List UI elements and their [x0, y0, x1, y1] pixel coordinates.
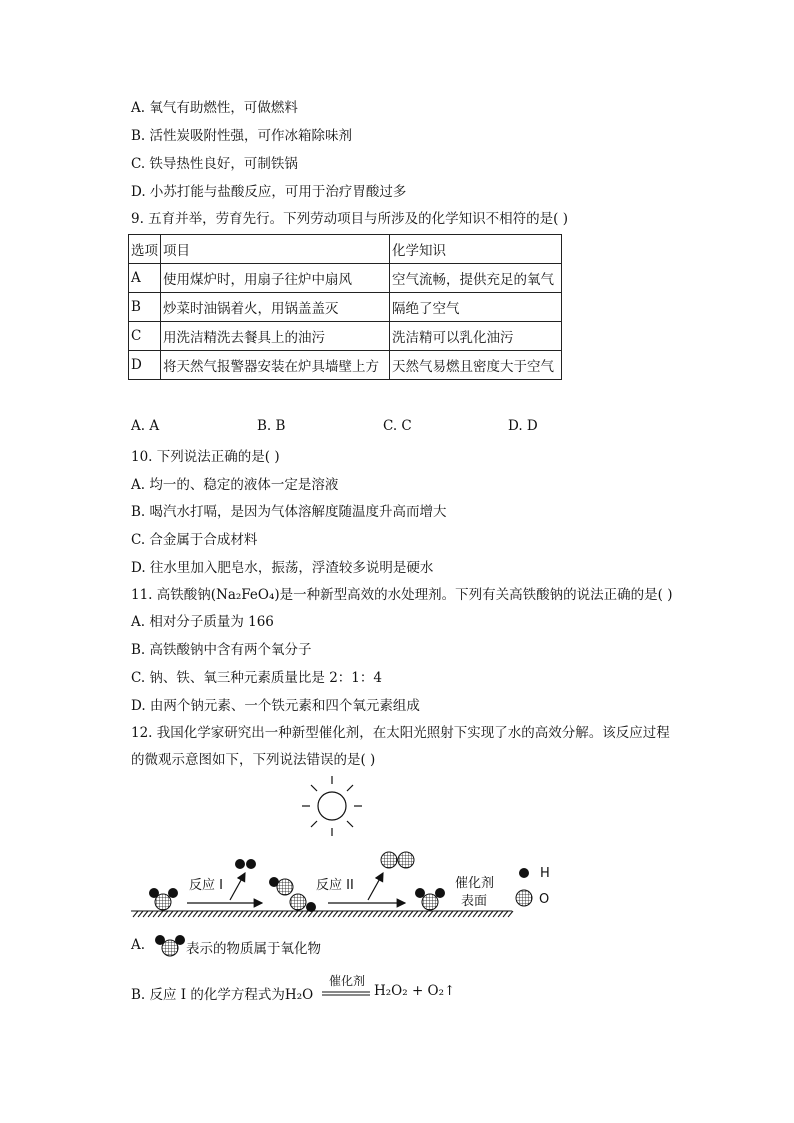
hatch-mark	[133, 911, 138, 917]
q10-option-d: D. 往水里加入肥皂水，振荡，浮渣较多说明是硬水	[131, 560, 434, 576]
q8-option-a: A. 氧气有助燃性，可做燃料	[131, 100, 298, 116]
hatch-mark	[313, 911, 318, 917]
q9-choice-d: D. D	[508, 418, 538, 434]
hatch-mark	[138, 911, 143, 917]
hatch-mark	[323, 911, 328, 917]
hatch-mark	[428, 911, 433, 917]
hatch-mark	[418, 911, 423, 917]
q12-stem-line1: 12. 我国化学家研究出一种新型催化剂，在太阳光照射下实现了水的高效分解。该反应过程	[131, 725, 670, 741]
hatch-mark	[223, 911, 228, 917]
hatch-mark	[208, 911, 213, 917]
hatch-mark	[143, 911, 148, 917]
legend-h-label: H	[540, 866, 550, 881]
q8-option-b: B. 活性炭吸附性强，可作冰箱除味剂	[131, 128, 353, 144]
table-cell: 洗洁精可以乳化油污	[390, 322, 562, 351]
hatch-mark	[498, 911, 503, 917]
q9-choice-c: C. C	[383, 418, 412, 434]
hatch-mark	[173, 911, 178, 917]
q10-option-b: B. 喝汽水打嗝，是因为气体溶解度随温度升高而增大	[131, 504, 447, 520]
table-header-cell: 化学知识	[390, 235, 562, 264]
hatch-mark	[298, 911, 303, 917]
hatch-mark	[273, 911, 278, 917]
q9-choice-a: A. A	[131, 418, 160, 434]
q12-option-b-prefix: B. 反应 I 的化学方程式为H₂O	[131, 987, 314, 1003]
hatch-mark	[188, 911, 193, 917]
hatch-mark	[433, 911, 438, 917]
hatch-mark	[253, 911, 258, 917]
table-cell: 用洗洁精洗去餐具上的油污	[161, 322, 390, 351]
hatch-mark	[248, 911, 253, 917]
hatch-mark	[203, 911, 208, 917]
hatch-mark	[368, 911, 373, 917]
hatch-mark	[488, 911, 493, 917]
table-cell: B	[129, 293, 161, 322]
q11-option-c: C. 钠、铁、氧三种元素质量比是 2：1：4	[131, 670, 382, 686]
q12-stem-line2: 的微观示意图如下，下列说法错误的是( )	[131, 752, 376, 768]
hatch-mark	[473, 911, 478, 917]
catalyst-label: 催化剂	[455, 876, 495, 891]
hatch-mark	[163, 911, 168, 917]
table-cell: D	[129, 351, 161, 380]
water-molecule	[415, 888, 445, 910]
hatch-mark	[328, 911, 333, 917]
hydrogen-atom-icon	[519, 868, 529, 878]
hatch-mark	[348, 911, 353, 917]
hatch-mark	[263, 911, 268, 917]
hatch-mark	[338, 911, 343, 917]
q11-option-a: A. 相对分子质量为 166	[131, 614, 274, 630]
q12-option-a-prefix: A.	[131, 937, 146, 953]
hatch-mark	[443, 911, 448, 917]
q11-option-b: B. 高铁酸钠中含有两个氧分子	[131, 642, 312, 658]
hatch-mark	[503, 911, 508, 917]
q8-option-d: D. 小苏打能与盐酸反应，可用于治疗胃酸过多	[131, 184, 407, 200]
hatch-mark	[393, 911, 398, 917]
hatch-mark	[438, 911, 443, 917]
reaction2-label: 反应 II	[316, 878, 354, 893]
hatch-mark	[303, 911, 308, 917]
table-cell: 炒菜时油锅着火，用锅盖盖灭	[161, 293, 390, 322]
hatch-mark	[403, 911, 408, 917]
hatch-mark	[358, 911, 363, 917]
hatch-mark	[168, 911, 173, 917]
hatch-mark	[158, 911, 163, 917]
catalyst-surface	[131, 911, 513, 917]
hatch-mark	[178, 911, 183, 917]
hatch-mark	[343, 911, 348, 917]
hatch-mark	[283, 911, 288, 917]
q9-choice-b: B. B	[257, 418, 286, 434]
reaction1-label: 反应 I	[189, 878, 223, 893]
hatch-mark	[288, 911, 293, 917]
hatch-mark	[458, 911, 463, 917]
table-cell: C	[129, 322, 161, 351]
q10-stem: 10. 下列说法正确的是( )	[131, 449, 280, 465]
intermediate-molecule	[269, 877, 316, 912]
hatch-mark	[378, 911, 383, 917]
hatch-mark	[353, 911, 358, 917]
q8-option-c: C. 铁导热性良好，可制铁锅	[131, 156, 298, 172]
q9-stem: 9. 五育并举，劳育先行。下列劳动项目与所涉及的化学知识不相符的是( )	[131, 211, 568, 227]
water-molecule-icon	[155, 935, 185, 956]
oxygen-molecule	[381, 852, 414, 868]
hatch-mark	[318, 911, 323, 917]
hatch-mark	[373, 911, 378, 917]
hatch-mark	[423, 911, 428, 917]
hatch-mark	[193, 911, 198, 917]
hatch-mark	[233, 911, 238, 917]
hatch-mark	[448, 911, 453, 917]
hatch-mark	[258, 911, 263, 917]
hatch-mark	[293, 911, 298, 917]
hatch-mark	[468, 911, 473, 917]
table-cell: 隔绝了空气	[390, 293, 562, 322]
table-header-cell: 项目	[161, 235, 390, 264]
o2-release-arrow	[368, 873, 383, 900]
table-cell: 使用煤炉时，用扇子往炉中扇风	[161, 264, 390, 293]
table-cell: 空气流畅，提供充足的氧气	[390, 264, 562, 293]
hatch-mark	[268, 911, 273, 917]
q11-stem: 11. 高铁酸钠(Na₂FeO₄)是一种新型高效的水处理剂。下列有关高铁酸钠的说法正确的是( )	[131, 587, 673, 603]
catalyst-surface-label: 表面	[461, 894, 488, 909]
hatch-mark	[238, 911, 243, 917]
hatch-mark	[183, 911, 188, 917]
oxygen-atom-icon	[516, 890, 532, 906]
water-molecule	[149, 888, 178, 910]
q12-option-b-catalyst: 催化剂	[329, 974, 366, 988]
hatch-mark	[398, 911, 403, 917]
table-cell: 天然气易燃且密度大于空气	[390, 351, 562, 380]
hatch-mark	[508, 911, 513, 917]
hatch-mark	[243, 911, 248, 917]
hatch-mark	[333, 911, 338, 917]
hatch-mark	[228, 911, 233, 917]
hatch-mark	[413, 911, 418, 917]
q10-option-c: C. 合金属于合成材料	[131, 532, 258, 548]
hatch-mark	[478, 911, 483, 917]
hatch-mark	[278, 911, 283, 917]
hatch-mark	[453, 911, 458, 917]
hydrogen-molecule	[235, 859, 256, 869]
hatch-mark	[148, 911, 153, 917]
hatch-mark	[463, 911, 468, 917]
hatch-mark	[213, 911, 218, 917]
hatch-mark	[388, 911, 393, 917]
q11-option-d: D. 由两个钠元素、一个铁元素和四个氧元素组成	[131, 698, 420, 714]
sun-icon	[302, 776, 362, 836]
hatch-mark	[363, 911, 368, 917]
hatch-mark	[198, 911, 203, 917]
legend-o-label: O	[539, 892, 550, 907]
hatch-mark	[383, 911, 388, 917]
table-cell: 将天然气报警器安装在炉具墙壁上方	[161, 351, 390, 380]
hatch-mark	[153, 911, 158, 917]
hatch-mark	[493, 911, 498, 917]
q10-option-a: A. 均一的、稳定的液体一定是溶液	[131, 477, 339, 493]
h2-release-arrow	[230, 873, 245, 900]
hatch-mark	[408, 911, 413, 917]
table-header-cell: 选项	[129, 235, 161, 264]
hatch-mark	[483, 911, 488, 917]
table-cell: A	[129, 264, 161, 293]
q12-option-b-products: H₂O₂ + O₂↑	[374, 983, 456, 999]
q12-option-a-text: 表示的物质属于氧化物	[186, 941, 321, 957]
hatch-mark	[218, 911, 223, 917]
